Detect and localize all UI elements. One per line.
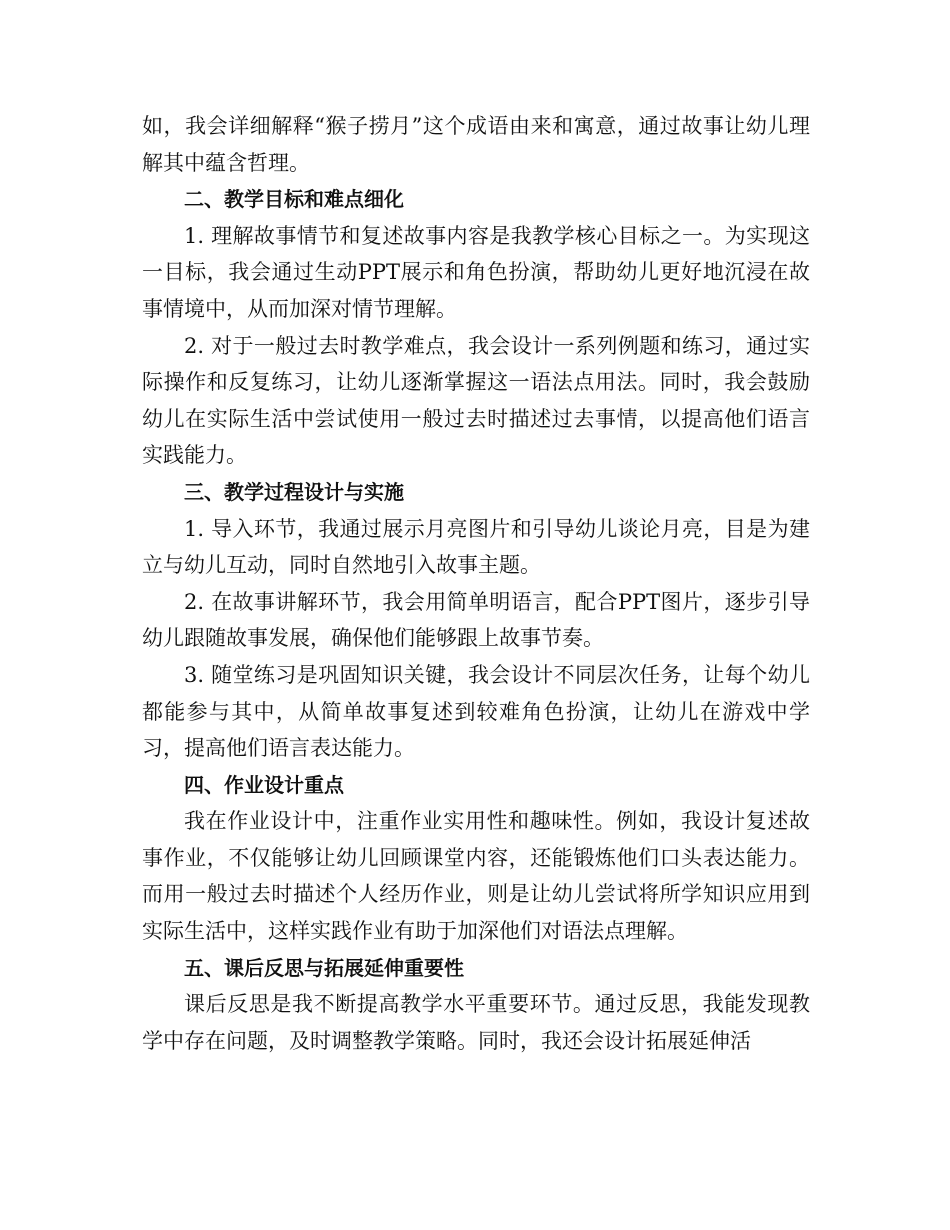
section-heading-3: 三、教学过程设计与实施	[184, 479, 404, 504]
paragraph-4-1: 我在作业设计中，注重作业实用性和趣味性。例如，我设计复述故事作业，不仅能够让幼儿回顾课堂内容，还能锻炼他们口头表达能力。而用一般过去时描述个人经历作业，则是让幼儿尝试将所学知识应用到实际生活中，这样实践作业有助于加深他们对语法点理解。	[142, 809, 810, 944]
section-heading-5: 五、课后反思与拓展延伸重要性	[184, 955, 464, 980]
paragraph-2-1: 1. 理解故事情节和复述故事内容是我教学核心目标之一。为实现这一目标，我会通过生动PPT展示和角色扮演，帮助幼儿更好地沉浸在故事情境中，从而加深对情节理解。	[142, 223, 810, 321]
section-heading-2: 二、教学目标和难点细化	[184, 187, 404, 212]
paragraph-3-2: 2. 在故事讲解环节，我会用简单明语言，配合PPT图片，逐步引导幼儿跟随故事发展，确保他们能够跟上故事节奏。	[142, 589, 810, 651]
section-heading-4: 四、作业设计重点	[184, 772, 344, 797]
paragraph-intro-continued: 如，我会详细解释“猴子捞月”这个成语由来和寓意，通过故事让幼儿理解其中蕴含哲理。	[142, 114, 810, 175]
paragraph-3-3: 3. 随堂练习是巩固知识关键，我会设计不同层次任务，让每个幼儿都能参与其中，从简单故事复述到较难角色扮演，让幼儿在游戏中学习，提高他们语言表达能力。	[142, 662, 810, 761]
document-page	[142, 108, 810, 1059]
paragraph-5-1: 课后反思是我不断提高教学水平重要环节。通过反思，我能发现教学中存在问题，及时调整教学策略。同时，我还会设计拓展延伸活	[142, 992, 810, 1053]
paragraph-2-2: 2. 对于一般过去时教学难点，我会设计一系列例题和练习，通过实际操作和反复练习，让幼儿逐渐掌握这一语法点用法。同时，我会鼓励幼儿在实际生活中尝试使用一般过去时描述过去事情，以提高他们语言实践能力。	[142, 333, 810, 468]
paragraph-3-1: 1. 导入环节，我通过展示月亮图片和引导幼儿谈论月亮，目是为建立与幼儿互动，同时自然地引入故事主题。	[142, 516, 810, 578]
